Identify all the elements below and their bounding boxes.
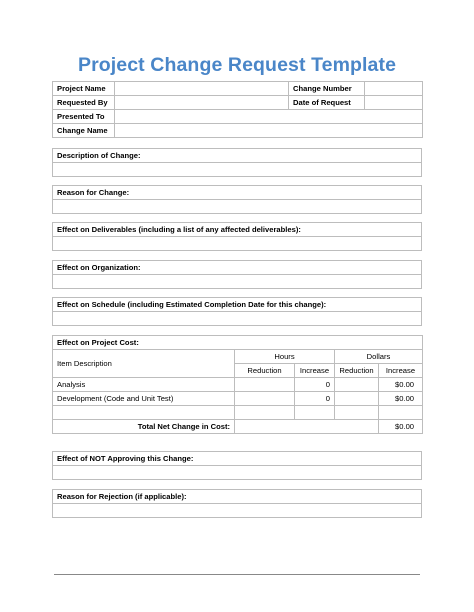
info-row bbox=[53, 96, 423, 110]
reason-field[interactable] bbox=[53, 200, 422, 214]
dollars-increase-header: Increase bbox=[379, 364, 423, 378]
organization-label: Effect on Organization: bbox=[53, 261, 422, 275]
hours-reduction-cell[interactable] bbox=[235, 392, 295, 406]
change-name-label: Change Name bbox=[53, 124, 115, 138]
date-of-request-label: Date of Request bbox=[289, 96, 365, 110]
schedule-field[interactable] bbox=[53, 312, 422, 326]
total-hours-cell[interactable] bbox=[235, 420, 379, 434]
not-approving-label: Effect of NOT Approving this Change: bbox=[53, 452, 422, 466]
reason-section bbox=[52, 185, 422, 214]
table-row bbox=[53, 406, 423, 420]
hours-reduction-header: Reduction bbox=[235, 364, 295, 378]
footer-divider bbox=[54, 574, 420, 575]
table-row bbox=[53, 378, 423, 392]
organization-field[interactable] bbox=[53, 275, 422, 289]
description-section bbox=[52, 148, 422, 177]
deliverables-label: Effect on Deliverables (including a list of any affected deliverables): bbox=[53, 223, 422, 237]
schedule-section bbox=[52, 297, 422, 326]
info-row bbox=[53, 82, 423, 96]
cost-item: Development (Code and Unit Test) bbox=[53, 392, 235, 406]
change-number-field[interactable] bbox=[365, 82, 423, 96]
hours-increase-header: Increase bbox=[295, 364, 335, 378]
page-title: Project Change Request Template bbox=[77, 54, 397, 76]
change-number-label: Change Number bbox=[289, 82, 365, 96]
total-net-change-value[interactable]: $ 0.00 bbox=[379, 420, 423, 434]
date-of-request-field[interactable] bbox=[365, 96, 423, 110]
info-row bbox=[53, 124, 423, 138]
presented-to-label: Presented To bbox=[53, 110, 115, 124]
rejection-field[interactable] bbox=[53, 504, 422, 518]
total-row bbox=[53, 420, 423, 434]
cost-heading: Effect on Project Cost: bbox=[53, 336, 423, 350]
not-approving-section bbox=[52, 451, 422, 480]
project-name-label: Project Name bbox=[53, 82, 115, 96]
description-field[interactable] bbox=[53, 163, 422, 177]
dollars-increase-cell[interactable]: $ 0.00 bbox=[379, 392, 423, 406]
dollars-header: Dollars bbox=[335, 350, 423, 364]
table-row bbox=[53, 392, 423, 406]
cost-item: Analysis bbox=[53, 378, 235, 392]
item-description-header: Item Description bbox=[53, 350, 235, 378]
rejection-section bbox=[52, 489, 422, 518]
hours-increase-cell[interactable]: 0 bbox=[295, 392, 335, 406]
schedule-label: Effect on Schedule (including Estimated Completion Date for this change): bbox=[53, 298, 422, 312]
not-approving-field[interactable] bbox=[53, 466, 422, 480]
dollars-reduction-cell[interactable] bbox=[335, 392, 379, 406]
project-name-field[interactable] bbox=[115, 82, 289, 96]
reason-label: Reason for Change: bbox=[53, 186, 422, 200]
requested-by-field[interactable] bbox=[115, 96, 289, 110]
requested-by-label: Requested By bbox=[53, 96, 115, 110]
hours-reduction-cell[interactable] bbox=[235, 378, 295, 392]
project-info-table bbox=[52, 81, 423, 138]
info-row bbox=[53, 110, 423, 124]
rejection-label: Reason for Rejection (if applicable): bbox=[53, 490, 422, 504]
dollars-reduction-header: Reduction bbox=[335, 364, 379, 378]
deliverables-field[interactable] bbox=[53, 237, 422, 251]
dollars-increase-cell[interactable]: $ 0.00 bbox=[379, 378, 423, 392]
organization-section bbox=[52, 260, 422, 289]
presented-to-field[interactable] bbox=[115, 110, 423, 124]
change-name-field[interactable] bbox=[115, 124, 423, 138]
dollars-reduction-cell[interactable] bbox=[335, 378, 379, 392]
total-net-change-label: Total Net Change in Cost: bbox=[53, 420, 235, 434]
hours-header: Hours bbox=[235, 350, 335, 364]
project-cost-table bbox=[52, 335, 423, 434]
hours-increase-cell[interactable]: 0 bbox=[295, 378, 335, 392]
description-label: Description of Change: bbox=[53, 149, 422, 163]
deliverables-section bbox=[52, 222, 422, 251]
